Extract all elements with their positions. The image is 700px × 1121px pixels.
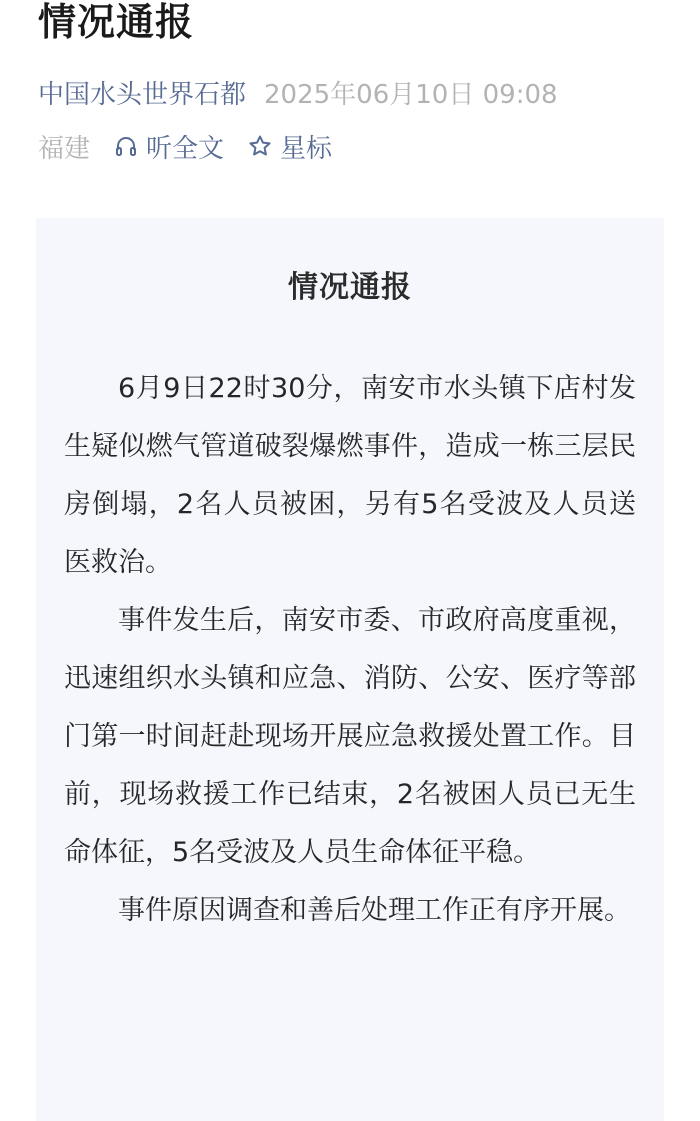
- article-meta: [38, 72, 558, 112]
- star-outline-icon: [248, 134, 272, 158]
- notice-paragraph: 6月9日22时30分，南安市水头镇下店村发生疑似燃气管道破裂爆燃事件，造成一栋三层民房倒塌，2名人员被困，另有5名受波及人员送医救治。: [64, 373, 636, 578]
- notice-body: [64, 360, 636, 940]
- article-actions: [38, 126, 332, 166]
- notice-paragraph: 事件原因调查和善后处理工作正有序开展。: [118, 895, 631, 926]
- star-label: 星标: [280, 133, 333, 164]
- account-name-link[interactable]: 中国水头世界石都: [38, 79, 247, 110]
- publish-time: 2025年06月10日 09:08: [264, 79, 558, 110]
- notice-heading: 情况通报: [288, 270, 412, 305]
- location-label: 福建: [38, 133, 91, 164]
- listen-label: 听全文: [146, 133, 225, 164]
- article-title: 情况通报: [38, 0, 195, 44]
- listen-full-text-button[interactable]: [114, 128, 224, 165]
- headphones-icon: [114, 134, 138, 158]
- notice-paragraph: 事件发生后，南安市委、市政府高度重视，迅速组织水头镇和应急、消防、公安、医疗等部门第一时间赶赴现场开展应急救援处置工作。目前，现场救援工作已结束，2名被困人员已无生命体征，5名受波及人员生命体征平稳。: [64, 605, 636, 868]
- star-button[interactable]: [248, 128, 332, 165]
